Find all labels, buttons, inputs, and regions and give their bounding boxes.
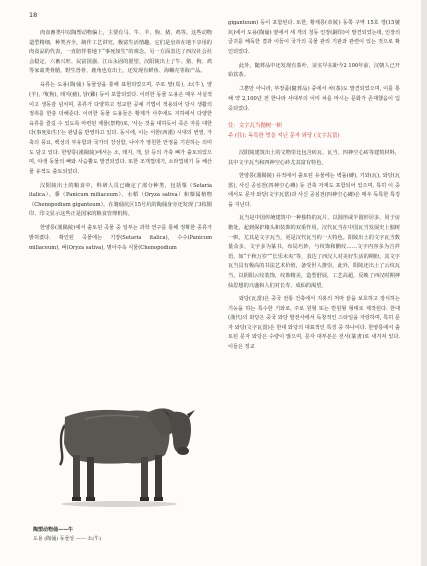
paragraph: giganteum) 등이 포함된다. 또한, 황제릉(帝陵) 동쪽 구역 15호 갱(15號坑)에서 도용(陶俑) 옆에서 세 개의 청동 인장(銅印)이 발견되었는데, 인장의 글귀를 해독한 결과 이들이 국가의 곡물 관리 기관과 관련이 있는 것으로 확인되었다. [228,20,400,55]
paragraph: 汉阳陵出土的粮食中，科研人员已确定了部分种类，包括粟（Setaria italica）、黍（Panicum miliaceum）、水稻（Oryza sativa）和藜属植物（Chenopodium giganteum）。在骑俑坑区15号坑的陶俑身旁还发现了3枚铜印，印文显示这些正是国家的粮食管理机构。 [29,182,212,218]
paragraph: 肉食畜类中以陶塑动物偏上，主要有马、牛、羊、狗、猪、鸡等。这些动物造型精细，种类齐全，制作工艺讲究，极富生活情趣。它们是皇帝在地下享用的肉食品的代表，一直陪伴着地下“事死如生”的观念。另一方面表达了西汉社会社会稳定、六畜兴旺、民富国强、江山永固的愿望。汉阳陵出土了牛、猪、狗、鸡等家禽类骨骼，野生兽骨、鹿角也有出土，还发现有鲜鱼、海螺壳等海产品。 [29,30,212,75]
paragraph: 한양릉(漢陽陵) 유적에서 출토된 유물에는 벽돌(磚), 기와(瓦), 와당(瓦當), 사신 공심전(四神空心磚) 등 건축 자재도 포함되어 있으며, 특히 이 중에서도 문자 와당(文字瓦當)과 사신 공심전(四神空心磚)은 매우 독특한 특징을 지닌다. [228,173,400,208]
page-edge-shadow [421,0,427,566]
pottery-ox-image [29,373,212,523]
section-heading-chinese: 住：文字瓦当抛树一帜 [228,123,282,130]
paragraph: 그뿐만 아니라, 부장품(隨葬品) 중에서 차(茶)도 발견되었으며, 이를 통해 약 2,100년 전 한나라 사대부의 이미 차를 마시는 문화가 존재했음이 입증되었다. [228,86,400,112]
section-heading [228,122,400,141]
paragraph: 한양릉(漢陽陵)에서 출토된 곡물 중 일부는 과학 연구를 통해 정확한 종류가 밝혀졌다. 확인된 곡물에는 기장(Setaria italica), 수수(Panicum miliaceum), 벼(Oryza sativa), 명아주속 식물(Chenopodium [29,225,212,251]
figure-caption [33,526,101,544]
page-number: 18 [29,11,38,19]
paragraph: 와당(瓦當)은 중국 전통 건축에서 지붕의 처마 끝을 보호하고 장식하는 기능을 하는 특수한 기와로, 주로 원형 또는 반원형 형태로 제작된다. 한대(漢代)의 와당은 중국 와당 발전사에서 독창적인 스타일을 자랑하며, 특히 문자 와당(文字瓦當)은 한대 와당의 대표적인 특징 중 하나이다. 한양릉에서 출토된 문자 와당은 수량이 많으며, 문자 대부분은 전서(篆書)로 새겨져 있다. 이들은 정교 [228,296,400,351]
section-body [228,149,400,353]
section-heading-korean: 주 (住): 독특한 멋을 지닌 문자 와당 (文字瓦當) [228,132,340,139]
right-column [228,19,400,357]
left-column [29,29,212,258]
paragraph: 육류는 도용(陶俑) 동물상을 통해 표현되었으며, 주로 말(馬), 소(牛), 양(羊), 개(狗), 돼지(豬), 닭(雞) 등이 포함되었다. 이러한 동물 도용은 매우 사실적이고 생동감 넘치며, 종류가 다양하고 정교한 공예 기법이 적용되어 당시 생활의 정취를 한층 더해준다. 이러한 동물 도용들은 황제가 사후에도 지하에서 다양한 육류를 즐길 수 있도록 마련된 제물(祭物)로, '사는 것을 대하듯이 죽은 자를 대한다(事死如生)'는 관념을 반영하고 있다. 동시에, 이는 서한(西漢) 시대의 번영, 가축의 풍요, 백성의 부유함과 국가의 강성함, 나아가 영원한 안정을 기원하는 의미도 담고 있다. 한양릉(漢陽陵)에서는 소, 돼지, 개, 닭 등의 가축 뼈가 출토되었으며, 야생 동물의 뼈와 사슴뿔도 발견되었다. 또한 조개껍데기, 소라껍데기 등 해산물 유적도 출토되었다. [29,82,212,175]
figure-caption-korean: 도용 (陶俑) 동물상 —— 소(牛) [33,536,102,542]
paragraph: 瓦当是中国传统建筑中一种独特的瓦片，以圆形或半圆形居多，用于房檐处，起到保护椽头和装饰的双重作用，汉代瓦当在中国瓦当发展史上独树一帜，尤其是文字瓦当，更是汉代瓦当的一大特色。阳陵出土的文字瓦当数量众多，文字多为篆书，布局巧妙，与纹饰和鹳纹……文字内容多为吉祥语，如“千秋万岁”“长乐未央”等，表达了西汉人对美好生活的期盼。其文字瓦当具有极高的书法艺术价值，备受世人推崇。此外，阳陵还出土了云纹瓦当，以阴阳云纹装饰，纹饰精美，造型舒展，工艺高超，反映了西汉时期神仙思想的兴盛和人们对长寿、成仙的渴望。 [228,215,400,289]
paragraph: 此外，随葬品中还发现有茶叶，证实早在距今2 100年前，汉朝人已开始饮茶。 [228,62,400,79]
figure-pottery-ox [29,373,212,531]
paragraph: 汉阳陵建筑出土的文物里比包含砖瓦、瓦当、四神空心砖等建筑材料，其中文字瓦当和四神空心砖尤其富有特色。 [228,150,400,166]
figure-caption-title: 陶塑动物俑——牛 [33,527,74,533]
